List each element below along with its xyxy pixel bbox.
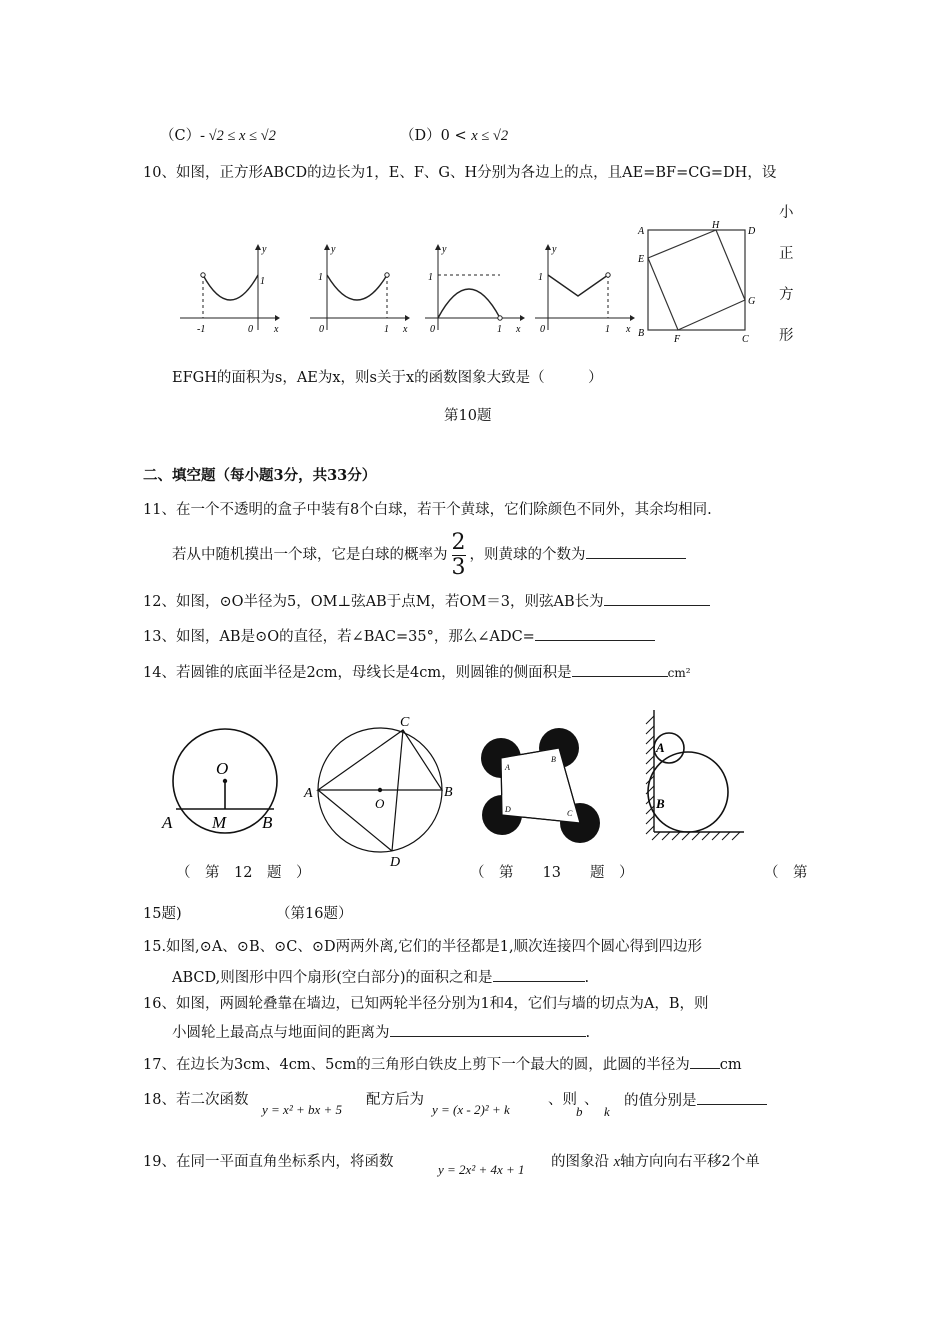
q12 (143, 591, 710, 612)
label-a: A (656, 740, 665, 755)
axis-y-label: y (262, 244, 267, 255)
q15-line2-text: ABCD,则图形中四个扇形(空白部分)的面积之和是 (172, 970, 493, 986)
q11-line2 (172, 530, 686, 580)
q15-line1: 15.如图,⊙A、⊙B、⊙C、⊙D两两外离,它们的半径都是1,顺次连接四个圆心得到四边形 (143, 939, 703, 955)
label-o: O (216, 759, 229, 778)
axis-x-label: x (274, 324, 279, 335)
q10-side-char-4: 形 (779, 328, 794, 344)
q12-answer-blank[interactable] (604, 591, 710, 606)
square-figure (636, 220, 766, 345)
option-c-label: （C） (160, 128, 201, 144)
q10-line2: EFGH的面积为s，AE为x，则s关于x的函数图象大致是（ ） (172, 370, 603, 386)
caption-16: （第16题） (276, 906, 353, 922)
label-h: H (712, 220, 720, 231)
q16-line2-text: 小圆轮上最高点与地面间的距离为 (172, 1025, 390, 1041)
option-d-label: （D）0 < (400, 128, 467, 144)
caption-13: （ 第 13 题 ） (470, 865, 634, 881)
q10-caption: 第10题 (444, 408, 492, 424)
q17-unit: cm (719, 1057, 742, 1073)
q15-line2: ABCD,则图形中四个扇形(空白部分)的面积之和是 . (172, 967, 589, 988)
q18-answer-blank[interactable] (697, 1090, 767, 1105)
axis-y-label: y (442, 244, 447, 255)
figure-16 (640, 706, 750, 854)
q13-text: 13、如图，AB是⊙O的直径，若∠BAC=35°，那么∠ADC= (143, 629, 535, 645)
q17-answer-blank[interactable] (690, 1054, 720, 1069)
caption-15-open: （ 第 (764, 865, 808, 881)
label-o: O (375, 796, 385, 811)
probability-fraction (451, 529, 466, 580)
section-2-title: 二、填空题（每小题3分，共33分） (143, 467, 377, 484)
q15-answer-blank[interactable] (493, 967, 585, 982)
tick-1-label: 1 (260, 276, 265, 287)
q11-line2-pre: 若从中随机摸出一个球，它是白球的概率为 (172, 547, 448, 563)
q19-post (551, 1152, 760, 1172)
q19-pre: 19、在同一平面直角坐标系内，将函数 (143, 1154, 394, 1170)
axis-y-label: y (331, 244, 336, 255)
tick-1-label: 1 (318, 272, 323, 283)
figure-15 (475, 718, 615, 858)
tick-x1-label: 1 (384, 324, 389, 335)
q10-line1: 10、如图，正方形ABCD的边长为1，E、F、G、H分别为各边上的点，且AE=BF=CG=DH，设 (143, 165, 777, 181)
axis-x-label: x (516, 324, 521, 335)
q18-sep: 、 (584, 1092, 599, 1108)
label-b: B (444, 785, 453, 800)
q18-post-text: 的值分别是 (624, 1093, 697, 1109)
q16-line1: 16、如图，两圆轮叠靠在墙边，已知两轮半径分别为1和4，它们与墙的切点为A，B，则 (143, 996, 709, 1012)
q17-text: 17、在边长为3cm、4cm、5cm的三角形白铁皮上剪下一个最大的圆，此圆的半径为 (143, 1057, 690, 1073)
label-a: A (162, 813, 173, 832)
q11-line1: 11、在一个不透明的盒子中装有8个白球，若干个黄球，它们除颜色不同外，其余均相同. (143, 502, 712, 518)
label-c: C (400, 715, 410, 730)
origin-label: 0 (540, 324, 545, 335)
q11-answer-blank[interactable] (586, 544, 686, 559)
fraction-numerator: 2 (451, 529, 466, 555)
q10-side-char-1: 小 (779, 205, 794, 221)
graph-option-b (305, 240, 415, 335)
q19-post-text: 的图象沿 (551, 1154, 609, 1170)
axis-x-label: x (403, 324, 408, 335)
tick-x1-label: 1 (605, 324, 610, 335)
label-f: F (674, 334, 681, 345)
q13 (143, 626, 655, 647)
q19-post2-text: 轴方向向右平移2个单 (620, 1154, 760, 1170)
tick-1-label: 1 (538, 272, 543, 283)
q14-answer-blank[interactable] (572, 662, 668, 677)
graph-option-c (420, 240, 530, 335)
q19-f: y = 2x² + 4x + 1 (438, 1162, 525, 1177)
label-d: D (748, 226, 756, 237)
q12-text: 12、如图，⊙O半径为5，OM⊥弦AB于点M，若OM＝3，则弦AB长为 (143, 594, 604, 610)
origin-label: 0 (430, 324, 435, 335)
tick-x1-label: 1 (497, 324, 502, 335)
q16-answer-blank[interactable] (390, 1022, 586, 1037)
q11-line2-post: ，则黄球的个数为 (469, 547, 586, 563)
q18-mid: 配方后为 (366, 1092, 424, 1108)
caption-12: （ 第 12 题 ） (176, 865, 311, 881)
q18-b: b (576, 1104, 583, 1119)
label-a: A (505, 763, 510, 772)
origin-label: 0 (319, 324, 324, 335)
label-d: D (505, 805, 511, 814)
tick-neg1-label: -1 (197, 324, 206, 335)
q18-f1: y = x² + bx + 5 (262, 1102, 343, 1117)
label-g: G (748, 296, 756, 307)
origin-label: 0 (248, 324, 253, 335)
label-a: A (638, 226, 645, 237)
label-c: C (567, 809, 573, 818)
label-b: B (551, 755, 556, 764)
figure-13 (300, 712, 465, 872)
q17 (143, 1054, 742, 1075)
q14-text: 14、若圆锥的底面半径是2cm，母线长是4cm，则圆锥的侧面积是 (143, 665, 572, 681)
q13-answer-blank[interactable] (535, 626, 655, 641)
q10-side-char-3: 方 (779, 287, 794, 303)
option-c-expr: - √2 ≤ x ≤ √2 (200, 128, 276, 144)
graph-option-d (530, 240, 640, 335)
figure-12 (160, 726, 290, 836)
q18-post (624, 1090, 767, 1111)
q19-x: x (613, 1154, 621, 1170)
q18-then: 、则 (548, 1092, 577, 1108)
axis-x-label: x (626, 324, 631, 335)
label-m: M (212, 813, 227, 832)
q16-line2: 小圆轮上最高点与地面间的距离为 . (172, 1022, 590, 1043)
label-b: B (656, 796, 665, 811)
q18-f2: y = (x - 2)² + k (432, 1102, 510, 1117)
q14 (143, 662, 691, 683)
tick-1-label: 1 (428, 272, 433, 283)
option-d-expr: x ≤ √2 (471, 128, 509, 144)
option-d (400, 126, 508, 146)
q18-k: k (604, 1104, 610, 1119)
caption-15-close: 15题) (143, 906, 182, 922)
label-c: C (742, 334, 749, 345)
q18 (143, 1090, 248, 1110)
fraction-denominator: 3 (451, 554, 466, 580)
label-e: E (638, 254, 645, 265)
axis-y-label: y (552, 244, 557, 255)
q14-unit: cm² (667, 666, 691, 680)
label-d: D (390, 855, 401, 870)
option-c (160, 126, 276, 146)
q18-pre: 18、若二次函数 (143, 1092, 249, 1108)
label-b: B (638, 328, 645, 339)
label-b: B (262, 813, 273, 832)
q10-side-char-2: 正 (779, 246, 794, 262)
graph-option-a (170, 240, 280, 335)
label-a: A (304, 786, 313, 801)
